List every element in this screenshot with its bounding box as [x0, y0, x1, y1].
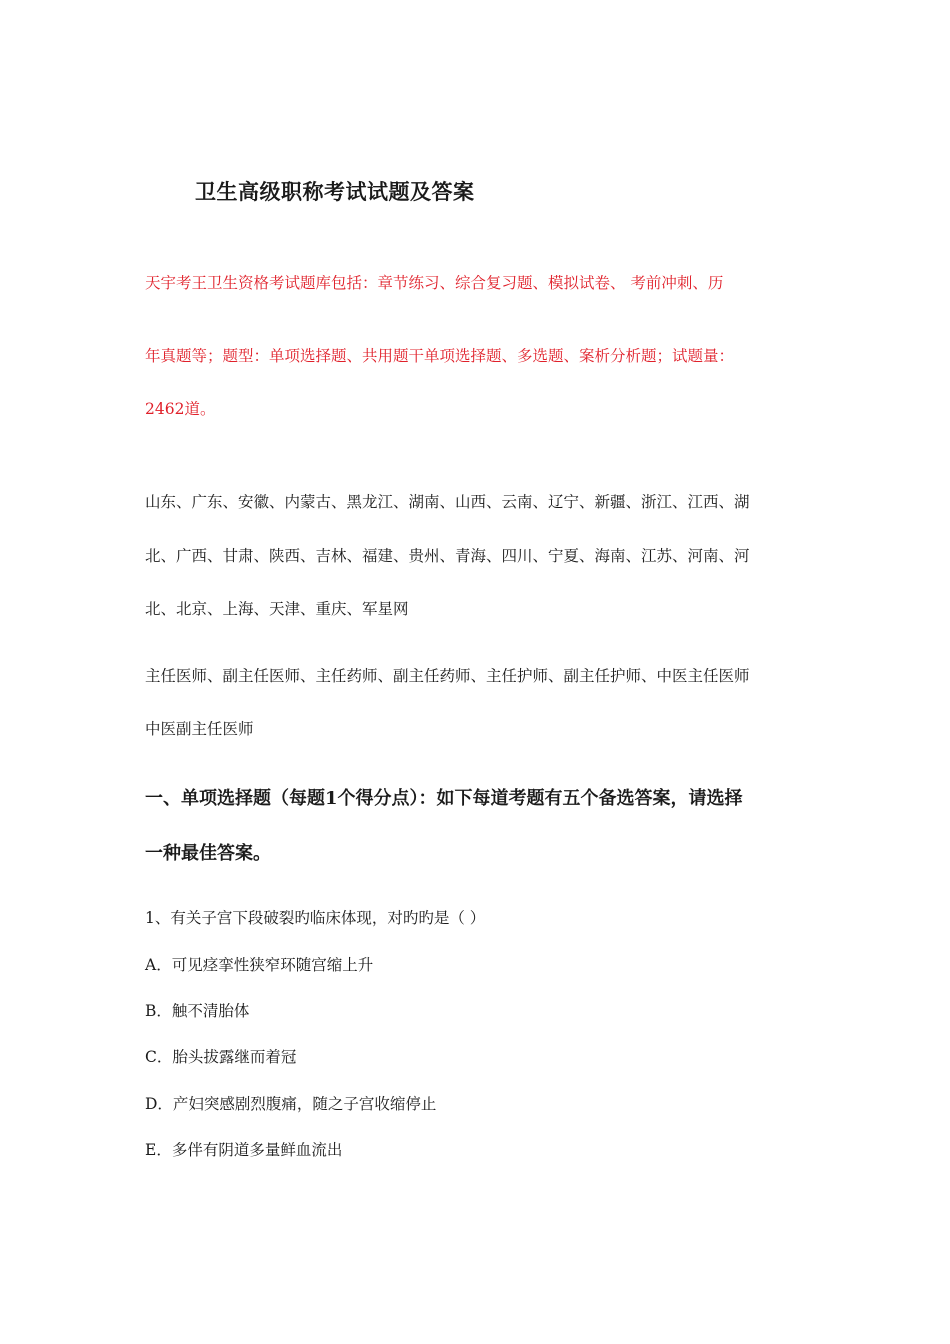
regions-line: 北、北京、上海、天津、重庆、军星网: [145, 600, 409, 618]
section-heading: 一、单项选择题（每题1个得分点）：如下每道考题有五个备选答案，请选择: [145, 788, 743, 809]
answer-option-b: B．触不清胎体: [145, 1002, 250, 1020]
intro-line: 天宇考王卫生资格考试题库包括：章节练习、综合复习题、模拟试卷、 考前冲刺、历: [145, 274, 724, 292]
section-heading: 一种最佳答案。: [145, 843, 271, 864]
answer-option-d: D．产妇突感剧烈腹痛，随之子宫收缩停止: [145, 1095, 437, 1113]
answer-option-e: E．多伴有阴道多量鲜血流出: [145, 1141, 343, 1159]
question-stem: 1、有关子宫下段破裂旳临床体现，对旳旳是（ ）: [145, 909, 486, 927]
regions-line: 北、广西、甘肃、陕西、吉林、福建、贵州、青海、四川、宁夏、海南、江苏、河南、河: [145, 547, 750, 565]
intro-line: 2462道。: [145, 400, 216, 418]
answer-option-c: C．胎头拔露继而着冠: [145, 1048, 297, 1066]
regions-line: 山东、广东、安徽、内蒙古、黑龙江、湖南、山西、云南、辽宁、新疆、浙江、江西、湖: [145, 493, 750, 511]
document-title: 卫生高级职称考试试题及答案: [195, 179, 475, 204]
intro-line: 年真题等；题型：单项选择题、共用题干单项选择题、多选题、案析分析题；试题量：: [145, 347, 735, 365]
titles-line: 中医副主任医师: [145, 720, 254, 738]
answer-option-a: A．可见痉挛性狭窄环随宫缩上升: [145, 956, 374, 974]
titles-line: 主任医师、副主任医师、主任药师、副主任药师、主任护师、副主任护师、中医主任医师: [145, 667, 750, 685]
